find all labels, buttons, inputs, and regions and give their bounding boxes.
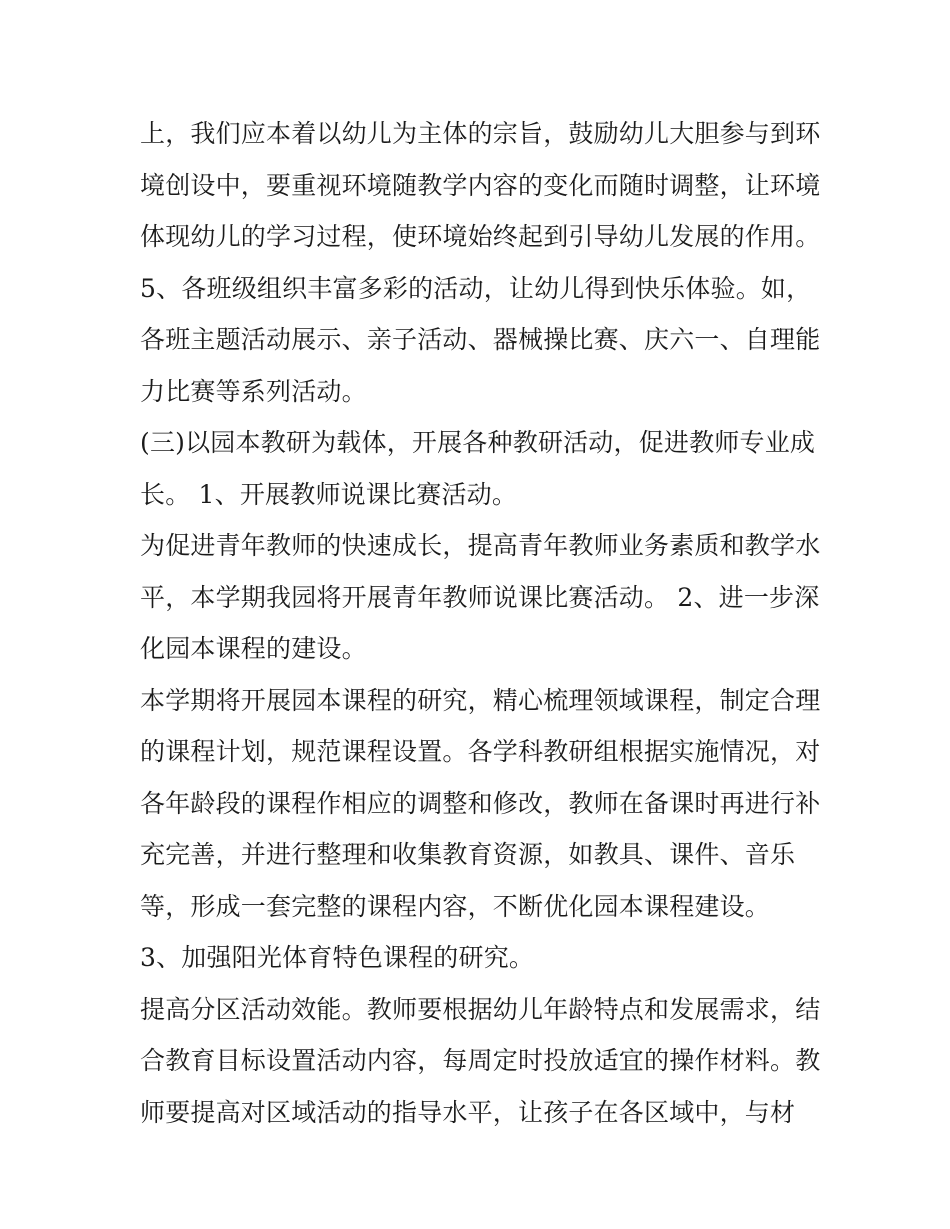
text-line: 本学期将开展园本课程的研究，精心梳理领域课程，制定合理 bbox=[140, 685, 821, 715]
text-line: 化园本课程的建设。 bbox=[140, 634, 367, 663]
text-line: 师要提高对区域活动的指导水平，让孩子在各区域中，与材 bbox=[140, 1097, 796, 1127]
text-line: 5、各班级组织丰富多彩的活动，让幼儿得到快乐体验。如， bbox=[140, 273, 812, 303]
text-line: 3、加强阳光体育特色课程的研究。 bbox=[140, 943, 535, 972]
text-line: 的课程计划，规范课程设置。各学科教研组根据实施情况，对 bbox=[140, 737, 821, 766]
text-line: 各班主题活动展示、亲子活动、器械操比赛、庆六一、自理能 bbox=[140, 325, 821, 354]
text-line: 各年龄段的课程作相应的调整和修改，教师在备课时再进行补 bbox=[140, 788, 821, 818]
text-line: 提高分区活动效能。教师要根据幼儿年龄特点和发展需求，结 bbox=[140, 994, 821, 1024]
text-line: 上，我们应本着以幼儿为主体的宗旨，鼓励幼儿大胆参与到环 bbox=[140, 119, 821, 148]
text-line: 长。 1、开展教师说课比赛活动。 bbox=[140, 479, 518, 509]
text-line: 力比赛等系列活动。 bbox=[140, 376, 367, 406]
body-text bbox=[140, 108, 820, 1138]
text-line: 平，本学期我园将开展青年教师说课比赛活动。 2、进一步深 bbox=[140, 582, 820, 612]
text-line: 充完善，并进行整理和收集教育资源，如教具、课件、音乐 bbox=[140, 840, 796, 869]
text-line: 合教育目标设置活动内容，每周定时投放适宜的操作材料。教 bbox=[140, 1046, 821, 1075]
text-line: 体现幼儿的学习过程，使环境始终起到引导幼儿发展的作用。 bbox=[140, 222, 821, 251]
text-line: 为促进青年教师的快速成长，提高青年教师业务素质和教学水 bbox=[140, 531, 821, 560]
text-line: 境创设中，要重视环境随教学内容的变化而随时调整，让环境 bbox=[140, 170, 821, 200]
text-line: 等，形成一套完整的课程内容，不断优化园本课程建设。 bbox=[140, 891, 771, 921]
text-line: (三)以园本教研为载体，开展各种教研活动，促进教师专业成 bbox=[140, 428, 816, 457]
